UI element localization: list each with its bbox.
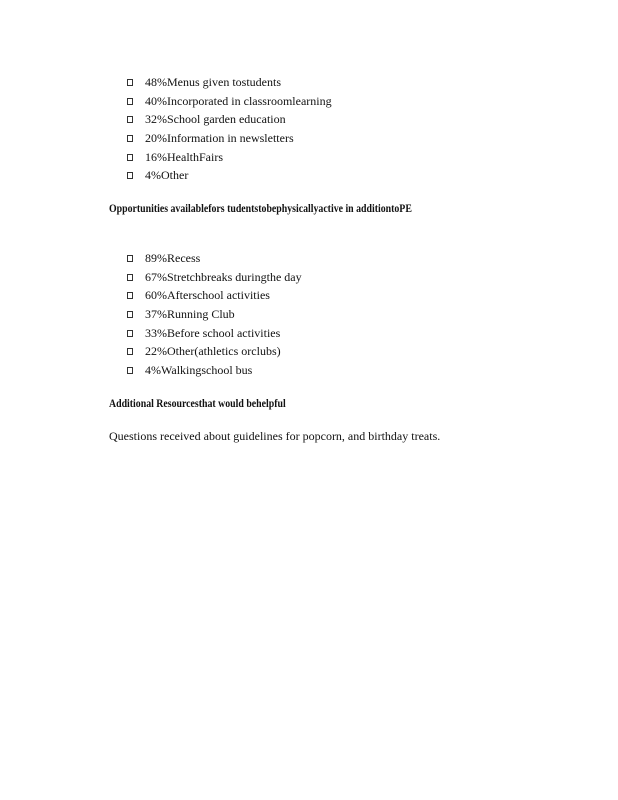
- resources-paragraph: Questions received about guidelines for popcorn, and birthday treats.: [109, 429, 441, 443]
- bullet-icon: [127, 305, 133, 324]
- bullet-icon: [127, 249, 133, 268]
- heading-opportunities: Opportunities availablefors tudentstobephysicallyactive in additiontoPE: [109, 201, 412, 215]
- bullet-icon: [127, 342, 133, 361]
- bullet-icon: [127, 166, 133, 185]
- bullet-icon: [127, 148, 133, 167]
- bullet-icon: [127, 129, 133, 148]
- bullet-icon: [127, 286, 133, 305]
- bullet-icon: [127, 361, 133, 380]
- bullet-icon: [127, 110, 133, 129]
- bullet-icon: [127, 268, 133, 287]
- heading-resources: Additional Resourcesthat would behelpful: [109, 396, 286, 410]
- bullet-icon: [127, 92, 133, 111]
- bullet-icon: [127, 73, 133, 92]
- document-page: 48%Menus given tostudents 40%Incorporated in classroomlearning 32%School garden education 20%Information in newsletters 16%HealthFairs 4%Other Opportunities availablefors tudentstobephysicallyactive in additiontoPE 89%Recess 67%Stretchbreaks duringthe day 60%Afterschool activities 37%Running Club 33%Before school activities 22%Other(athletics orclubs) 4%Walkingschool bus Additional Resourcesthat would behelpful Questions received about guidelines for popcorn, and birthday treats.: [0, 0, 618, 800]
- bullet-icon: [127, 324, 133, 343]
